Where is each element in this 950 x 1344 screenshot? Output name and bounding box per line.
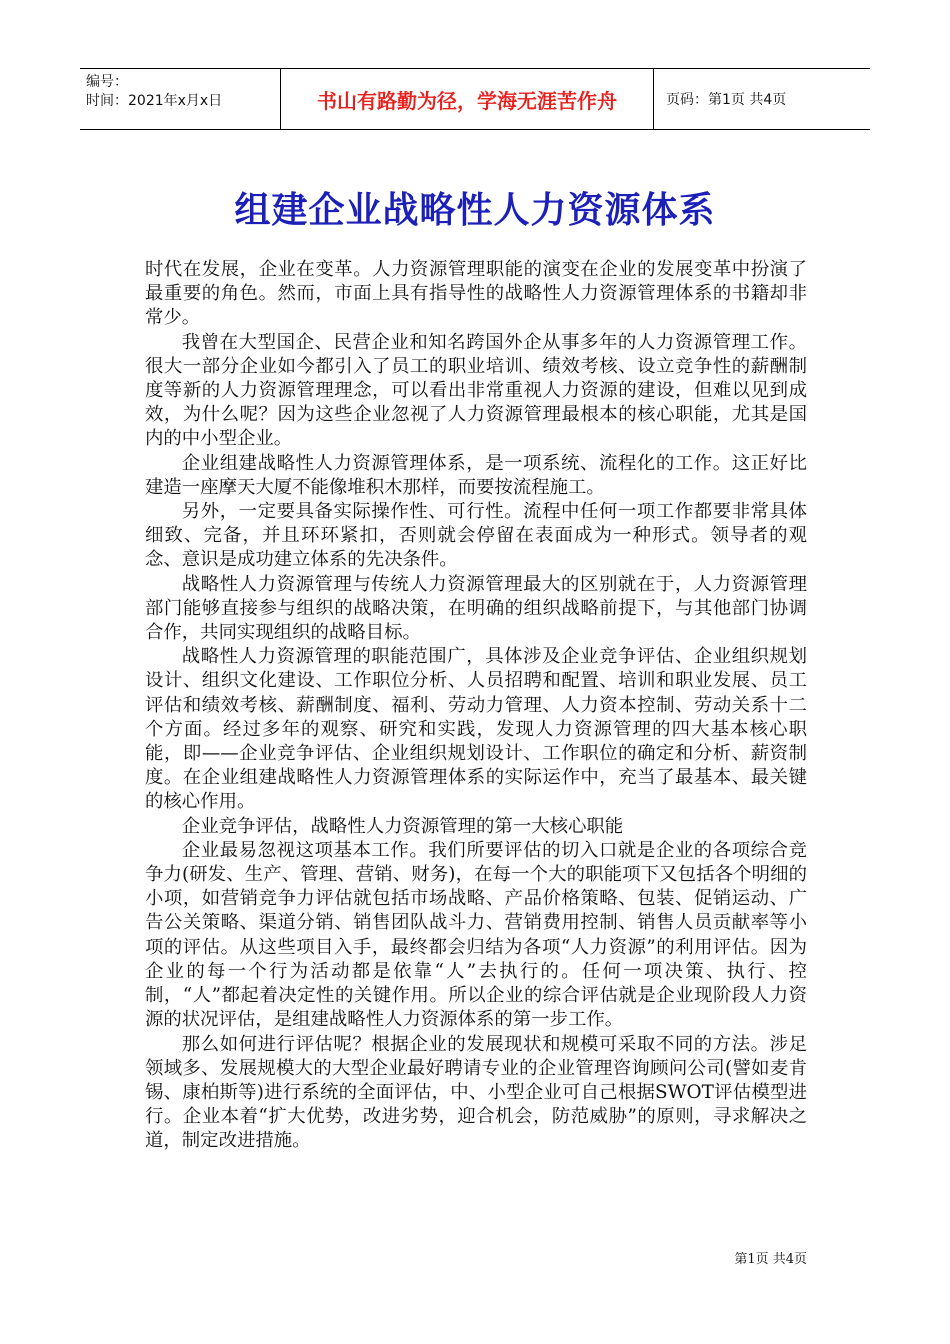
paragraph: 企业组建战略性人力资源管理体系，是一项系统、流程化的工作。这正好比建造一座摩天大厦不能像堆积木那样，而要按流程施工。 — [145, 452, 807, 498]
paragraph: 时代在发展，企业在变革。人力资源管理职能的演变在企业的发展变革中扮演了最重要的角色。然而，市面上具有指导性的战略性人力资源管理体系的书籍却非常少。 — [145, 259, 807, 329]
header-meta — [80, 69, 280, 129]
paragraph: 企业最易忽视这项基本工作。我们所要评估的切入口就是企业的各项综合竞争力(研发、生产、管理、营销、财务)，在每一个大的职能项下又包括各个明细的小项，如营销竞争力评估就包括市场战略、产品价格策略、包装、促销运动、广告公关策略、渠道分销、销售团队战斗力、营销费用控制、销售人员贡献率等小项的评估。从这些项目入手，最终都会归结为各项“人力资源”的利用评估。因为企业的每一个行为活动都是依靠“人”去执行的。任何一项决策、执行、控制，“人”都起着决定性的关键作用。所以企业的综合评估就是企业现阶段人力资源的状况评估，是组建战略性人力资源体系的第一步工作。 — [145, 839, 807, 1031]
page-header — [80, 68, 870, 130]
time-label: 时间：2021年x月x日 — [86, 93, 223, 109]
paragraph: 战略性人力资源管理与传统人力资源管理最大的区别就在于，人力资源管理部门能够直接参与组织的战略决策，在明确的组织战略前提下，与其他部门协调合作，共同实现组织的战略目标。 — [145, 573, 807, 644]
paragraph: 我曾在大型国企、民营企业和知名跨国外企从事多年的人力资源管理工作。很大一部分企业如今都引入了员工的职业培训、绩效考核、设立竞争性的薪酬制度等新的人力资源管理理念，可以看出非常重视人力资源的建设，但难以见到成效，为什么呢？因为这些企业忽视了人力资源管理最根本的核心职能，尤其是国内的中小型企业。 — [145, 331, 807, 450]
number-label: 编号： — [86, 74, 128, 90]
section-heading: 企业竞争评估，战略性人力资源管理的第一大核心职能 — [181, 815, 624, 837]
page-footer: 第1页 共4页 — [734, 1252, 807, 1267]
paragraph: 战略性人力资源管理的职能范围广，具体涉及企业竞争评估、企业组织规划设计、组织文化建设、工作职位分析、人员招聘和配置、培训和职业发展、员工评估和绩效考核、薪酬制度、福利、劳动力管理、人力资本控制、劳动关系十二个方面。经过多年的观察、研究和实践，发现人力资源管理的四大基本核心职能，即——企业竞争评估、企业组织规划设计、工作职位的确定和分析、薪资制度。在企业组建战略性人力资源管理体系的实际运作中，充当了最基本、最关键的核心作用。 — [145, 646, 807, 813]
header-page-info: 页码：第1页 共4页 — [666, 92, 787, 108]
header-motto: 书山有路勤为径，学海无涯苦作舟 — [280, 69, 654, 129]
document-title: 组建企业战略性人力资源体系 — [234, 190, 716, 231]
paragraph: 那么如何进行评估呢？根据企业的发展现状和规模可采取不同的方法。涉足领域多、发展规模大的大型企业最好聘请专业的企业管理咨询顾问公司(譬如麦肯锡、康柏斯等)进行系统的全面评估，中、小型企业可自己根据SWOT评估模型进行。企业本着“扩大优势，改进劣势，迎合机会，防范威胁”的原则，寻求解决之道，制定改进措施。 — [145, 1033, 807, 1152]
paragraph: 另外，一定要具备实际操作性、可行性。流程中任何一项工作都要非常具体细致、完备，并且环环紧扣，否则就会停留在表面成为一种形式。领导者的观念、意识是成功建立体系的先决条件。 — [145, 501, 807, 571]
document-body — [145, 258, 807, 1154]
